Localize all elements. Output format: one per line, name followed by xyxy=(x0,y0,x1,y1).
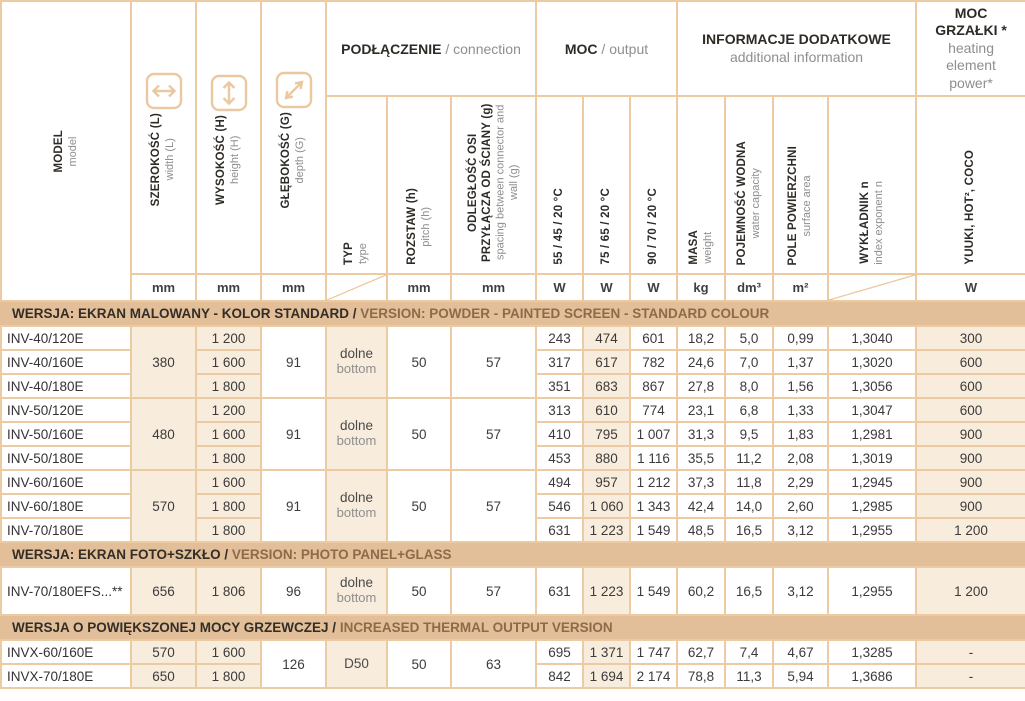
cell-model: INV-60/160E xyxy=(1,470,131,494)
col-header-model xyxy=(1,1,131,301)
cell-output-90: 2 174 xyxy=(630,664,677,688)
cell-heater-power: 900 xyxy=(916,446,1025,470)
cell-heater-power: 1 200 xyxy=(916,518,1025,542)
cell-height: 1 600 xyxy=(196,422,261,446)
table-row xyxy=(1,640,1025,664)
cell-output-75: 1 694 xyxy=(583,664,630,688)
cell-exponent: 1,3056 xyxy=(828,374,916,398)
heater-models-label: YUUKI, HOT², COCO xyxy=(964,150,977,265)
cell-output-90: 774 xyxy=(630,398,677,422)
cell-area: 1,83 xyxy=(773,422,828,446)
type-header-label: TYP type xyxy=(343,242,369,265)
cell-area: 1,37 xyxy=(773,350,828,374)
cell-capacity: 7,0 xyxy=(725,350,773,374)
cell-output-55: 631 xyxy=(536,518,583,542)
col-header-exponent xyxy=(828,96,916,274)
cell-heater-power: 300 xyxy=(916,326,1025,350)
group-header-heating-element: MOC GRZAŁKI * heating element power* xyxy=(916,1,1025,96)
cell-model: INV-50/160E xyxy=(1,422,131,446)
cell-exponent: 1,3020 xyxy=(828,350,916,374)
cell-capacity: 11,2 xyxy=(725,446,773,470)
cell-model: INV-60/180E xyxy=(1,494,131,518)
cell-area: 1,56 xyxy=(773,374,828,398)
cell-output-90: 867 xyxy=(630,374,677,398)
cell-output-90: 1 116 xyxy=(630,446,677,470)
cell-exponent: 1,3047 xyxy=(828,398,916,422)
cell-capacity: 11,3 xyxy=(725,664,773,688)
cell-model: INV-50/120E xyxy=(1,398,131,422)
cell-output-90: 782 xyxy=(630,350,677,374)
cell-output-90: 1 549 xyxy=(630,567,677,615)
cell-model: INVX-70/180E xyxy=(1,664,131,688)
cell-exponent: 1,2945 xyxy=(828,470,916,494)
cell-output-75: 1 371 xyxy=(583,640,630,664)
depth-header-label: GŁĘBOKOŚĆ (G) depth (G) xyxy=(280,111,306,209)
col-header-output-55 xyxy=(536,96,583,274)
cell-capacity: 5,0 xyxy=(725,326,773,350)
cell-pitch: 50 xyxy=(387,326,451,398)
cell-mass: 31,3 xyxy=(677,422,725,446)
cell-mass: 23,1 xyxy=(677,398,725,422)
cell-output-75: 795 xyxy=(583,422,630,446)
col-header-spacing xyxy=(451,96,536,274)
cell-depth: 126 xyxy=(261,640,326,688)
cell-output-75: 880 xyxy=(583,446,630,470)
group-header-additional-info: INFORMACJE DODATKOWE additional information xyxy=(677,1,916,96)
cell-width: 570 xyxy=(131,640,196,664)
cell-output-75: 957 xyxy=(583,470,630,494)
cell-output-55: 317 xyxy=(536,350,583,374)
cell-output-55: 631 xyxy=(536,567,583,615)
cell-area: 2,08 xyxy=(773,446,828,470)
cell-height: 1 600 xyxy=(196,640,261,664)
unit-spacing: mm xyxy=(451,274,536,301)
cell-capacity: 11,8 xyxy=(725,470,773,494)
unit-capacity: dm³ xyxy=(725,274,773,301)
model-header-label: MODEL model xyxy=(52,129,79,173)
cell-capacity: 16,5 xyxy=(725,518,773,542)
unit-width: mm xyxy=(131,274,196,301)
cell-mass: 35,5 xyxy=(677,446,725,470)
cell-area: 5,94 xyxy=(773,664,828,688)
cell-height: 1 800 xyxy=(196,664,261,688)
table-row xyxy=(1,567,1025,615)
cell-pitch: 50 xyxy=(387,470,451,542)
capacity-header-label: POJEMNOŚĆ WODNA water capacity xyxy=(735,140,762,265)
col-header-width xyxy=(131,1,196,274)
cell-connection-type: dolne bottom xyxy=(326,398,387,470)
height-header-label: WYSOKOŚĆ (H) height (H) xyxy=(215,115,241,205)
unit-height: mm xyxy=(196,274,261,301)
col-header-type xyxy=(326,96,387,274)
col-header-height xyxy=(196,1,261,274)
cell-width: 650 xyxy=(131,664,196,688)
cell-output-90: 1 007 xyxy=(630,422,677,446)
col-header-water-capacity xyxy=(725,96,773,274)
col-header-heater-models xyxy=(916,96,1025,274)
cell-model: INVX-60/160E xyxy=(1,640,131,664)
cell-mass: 18,2 xyxy=(677,326,725,350)
cell-capacity: 8,0 xyxy=(725,374,773,398)
cell-output-90: 1 343 xyxy=(630,494,677,518)
header-group-row xyxy=(1,1,1025,96)
cell-mass: 48,5 xyxy=(677,518,725,542)
cell-height: 1 200 xyxy=(196,398,261,422)
pitch-header-label: ROZSTAW (h) pitch (h) xyxy=(405,188,432,265)
cell-heater-power: 1 200 xyxy=(916,567,1025,615)
cell-output-75: 1 060 xyxy=(583,494,630,518)
cell-output-90: 1 212 xyxy=(630,470,677,494)
cell-mass: 27,8 xyxy=(677,374,725,398)
cell-exponent: 1,3686 xyxy=(828,664,916,688)
cell-depth: 91 xyxy=(261,398,326,470)
col-header-output-90 xyxy=(630,96,677,274)
cell-spacing: 57 xyxy=(451,398,536,470)
cell-capacity: 14,0 xyxy=(725,494,773,518)
cell-model: INV-70/180E xyxy=(1,518,131,542)
cell-capacity: 16,5 xyxy=(725,567,773,615)
unit-heater: W xyxy=(916,274,1025,301)
cell-exponent: 1,3019 xyxy=(828,446,916,470)
cell-heater-power: 900 xyxy=(916,494,1025,518)
col-header-surface-area xyxy=(773,96,828,274)
cell-connection-type: D50 xyxy=(326,640,387,688)
cell-exponent: 1,2985 xyxy=(828,494,916,518)
cell-width: 380 xyxy=(131,326,196,398)
cell-mass: 42,4 xyxy=(677,494,725,518)
cell-heater-power: 600 xyxy=(916,350,1025,374)
unit-output-75: W xyxy=(583,274,630,301)
cell-heater-power: 900 xyxy=(916,470,1025,494)
cell-area: 3,12 xyxy=(773,567,828,615)
cell-heater-power: - xyxy=(916,640,1025,664)
cell-model: INV-40/160E xyxy=(1,350,131,374)
table-row xyxy=(1,398,1025,422)
cell-heater-power: 600 xyxy=(916,398,1025,422)
area-header-label: POLE POWIERZCHNI surface area xyxy=(787,145,813,265)
cell-model: INV-50/180E xyxy=(1,446,131,470)
group-header-connection: PODŁĄCZENIE / connection xyxy=(326,1,536,96)
unit-output-55: W xyxy=(536,274,583,301)
cell-spacing: 57 xyxy=(451,326,536,398)
cell-exponent: 1,3285 xyxy=(828,640,916,664)
cell-spacing: 57 xyxy=(451,470,536,542)
cell-model: INV-40/180E xyxy=(1,374,131,398)
cell-output-90: 1 747 xyxy=(630,640,677,664)
height-arrow-icon xyxy=(210,74,248,115)
unit-type-diagonal xyxy=(326,274,387,301)
cell-pitch: 50 xyxy=(387,567,451,615)
cell-model: INV-40/120E xyxy=(1,326,131,350)
cell-output-90: 1 549 xyxy=(630,518,677,542)
cell-width: 570 xyxy=(131,470,196,542)
cell-output-55: 410 xyxy=(536,422,583,446)
cell-output-90: 601 xyxy=(630,326,677,350)
cell-output-55: 546 xyxy=(536,494,583,518)
cell-heater-power: - xyxy=(916,664,1025,688)
output90-header-label: 90 / 70 / 20 °C xyxy=(646,188,659,265)
cell-output-75: 1 223 xyxy=(583,518,630,542)
cell-area: 2,60 xyxy=(773,494,828,518)
col-header-depth xyxy=(261,1,326,274)
cell-mass: 62,7 xyxy=(677,640,725,664)
cell-depth: 96 xyxy=(261,567,326,615)
col-header-pitch xyxy=(387,96,451,274)
cell-output-75: 1 223 xyxy=(583,567,630,615)
cell-output-75: 683 xyxy=(583,374,630,398)
cell-output-55: 453 xyxy=(536,446,583,470)
cell-area: 2,29 xyxy=(773,470,828,494)
group-header-output: MOC / output xyxy=(536,1,677,96)
unit-depth: mm xyxy=(261,274,326,301)
cell-height: 1 806 xyxy=(196,567,261,615)
cell-output-55: 695 xyxy=(536,640,583,664)
cell-pitch: 50 xyxy=(387,398,451,470)
mass-header-label: MASA weight xyxy=(687,230,714,265)
cell-height: 1 800 xyxy=(196,446,261,470)
cell-connection-type: dolne bottom xyxy=(326,326,387,398)
cell-heater-power: 600 xyxy=(916,374,1025,398)
cell-depth: 91 xyxy=(261,470,326,542)
col-header-mass xyxy=(677,96,725,274)
spacing-header-label: ODLEGŁOŚĆ OSI PRZYŁĄCZA OD ŚCIANY (g) spacing between connector and wall (g) xyxy=(466,103,520,262)
cell-output-55: 494 xyxy=(536,470,583,494)
unit-pitch: mm xyxy=(387,274,451,301)
cell-exponent: 1,2955 xyxy=(828,518,916,542)
unit-area: m² xyxy=(773,274,828,301)
cell-output-55: 351 xyxy=(536,374,583,398)
cell-mass: 60,2 xyxy=(677,567,725,615)
cell-width: 480 xyxy=(131,398,196,470)
width-arrow-icon xyxy=(145,72,183,113)
cell-exponent: 1,3040 xyxy=(828,326,916,350)
cell-exponent: 1,2955 xyxy=(828,567,916,615)
exponent-header-label: WYKŁADNIK n index exponent n xyxy=(858,181,885,265)
cell-output-55: 842 xyxy=(536,664,583,688)
unit-exponent-diagonal xyxy=(828,274,916,301)
cell-area: 1,33 xyxy=(773,398,828,422)
cell-pitch: 50 xyxy=(387,640,451,688)
cell-output-55: 243 xyxy=(536,326,583,350)
cell-capacity: 6,8 xyxy=(725,398,773,422)
section-band-painted-screen: WERSJA: EKRAN MALOWANY - KOLOR STANDARD / VERSION: POWDER - PAINTED SCREEN - STANDARD COLOUR xyxy=(1,301,1025,326)
cell-height: 1 800 xyxy=(196,374,261,398)
cell-area: 4,67 xyxy=(773,640,828,664)
section-band-increased-output: WERSJA O POWIĘKSZONEJ MOCY GRZEWCZEJ / INCREASED THERMAL OUTPUT VERSION xyxy=(1,615,1025,640)
cell-connection-type: dolne bottom xyxy=(326,567,387,615)
cell-height: 1 800 xyxy=(196,494,261,518)
cell-output-75: 610 xyxy=(583,398,630,422)
cell-capacity: 9,5 xyxy=(725,422,773,446)
cell-model: INV-70/180EFS...** xyxy=(1,567,131,615)
cell-area: 3,12 xyxy=(773,518,828,542)
cell-height: 1 200 xyxy=(196,326,261,350)
output55-header-label: 55 / 45 / 20 °C xyxy=(552,188,565,265)
cell-output-75: 617 xyxy=(583,350,630,374)
cell-exponent: 1,2981 xyxy=(828,422,916,446)
cell-area: 0,99 xyxy=(773,326,828,350)
cell-height: 1 600 xyxy=(196,470,261,494)
table-row xyxy=(1,470,1025,494)
cell-height: 1 600 xyxy=(196,350,261,374)
cell-mass: 24,6 xyxy=(677,350,725,374)
col-header-output-75 xyxy=(583,96,630,274)
cell-connection-type: dolne bottom xyxy=(326,470,387,542)
cell-width: 656 xyxy=(131,567,196,615)
table-row xyxy=(1,326,1025,350)
cell-depth: 91 xyxy=(261,326,326,398)
section-band-photo-glass: WERSJA: EKRAN FOTO+SZKŁO / VERSION: PHOTO PANEL+GLASS xyxy=(1,542,1025,567)
cell-output-75: 474 xyxy=(583,326,630,350)
unit-mass: kg xyxy=(677,274,725,301)
cell-height: 1 800 xyxy=(196,518,261,542)
cell-mass: 37,3 xyxy=(677,470,725,494)
units-row xyxy=(1,274,1025,301)
depth-arrow-icon xyxy=(275,71,313,112)
cell-spacing: 63 xyxy=(451,640,536,688)
cell-heater-power: 900 xyxy=(916,422,1025,446)
unit-output-90: W xyxy=(630,274,677,301)
cell-spacing: 57 xyxy=(451,567,536,615)
width-header-label: SZEROKOŚĆ (L) width (L) xyxy=(150,113,176,207)
output75-header-label: 75 / 65 / 20 °C xyxy=(599,188,612,265)
cell-output-55: 313 xyxy=(536,398,583,422)
cell-mass: 78,8 xyxy=(677,664,725,688)
cell-capacity: 7,4 xyxy=(725,640,773,664)
